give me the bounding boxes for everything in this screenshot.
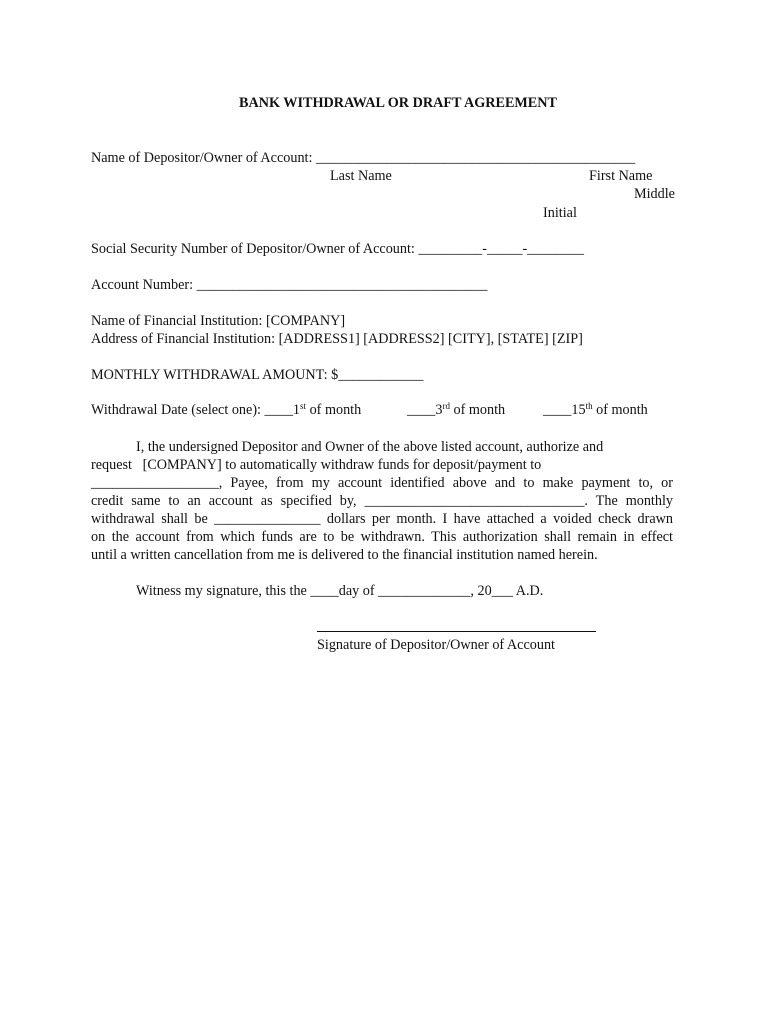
institution-name: Name of Financial Institution: [COMPANY]	[91, 313, 346, 329]
signature-label: Signature of Depositor/Owner of Account	[317, 637, 555, 653]
institution-address: Address of Financial Institution: [ADDRESS1] [ADDRESS2] [CITY], [STATE] [ZIP]	[91, 331, 583, 347]
depositor-name-blank[interactable]: _____________________________________________	[315, 150, 636, 166]
depositor-name-row	[91, 149, 635, 167]
first-name-caption: First Name	[589, 168, 653, 184]
witness-line: Witness my signature, this the ____day of _____________, 20___ A.D.	[136, 583, 544, 599]
last-name-caption: Last Name	[330, 168, 392, 184]
authorization-line-4: credit same to an account as specified by, _______________________________. The monthly	[91, 493, 673, 509]
monthly-amount-label: MONTHLY WITHDRAWAL AMOUNT: $	[91, 367, 339, 383]
option-3rd[interactable]: ____3rd of month	[407, 401, 506, 418]
initial-caption: Initial	[543, 205, 577, 221]
account-number-blank[interactable]: _________________________________________	[196, 277, 488, 293]
document-title: BANK WITHDRAWAL OR DRAFT AGREEMENT	[239, 95, 557, 111]
withdrawal-date-row	[91, 401, 361, 419]
option-1st[interactable]: ____1st of month	[264, 401, 362, 418]
authorization-line-6: on the account from which funds are to be withdrawn. This authorization shall remain in effect	[91, 529, 673, 545]
account-number-row	[91, 276, 487, 294]
middle-caption: Middle	[634, 186, 675, 202]
signature-line[interactable]	[317, 631, 596, 632]
ssn-blank[interactable]: _________-_____-________	[418, 241, 584, 257]
authorization-line-5: withdrawal shall be _______________ dollars per month. I have attached a voided check drawn	[91, 511, 673, 527]
authorization-line-1: I, the undersigned Depositor and Owner of the above listed account, authorize and	[136, 439, 604, 455]
account-number-label: Account Number:	[91, 277, 197, 293]
authorization-line-2: request [COMPANY] to automatically withdraw funds for deposit/payment to	[91, 457, 542, 473]
depositor-name-label: Name of Depositor/Owner of Account:	[91, 150, 316, 166]
ssn-label: Social Security Number of Depositor/Owner of Account:	[91, 241, 419, 257]
monthly-amount-row	[91, 366, 423, 384]
ssn-row	[91, 240, 584, 258]
option-15th[interactable]: ____15th of month	[543, 401, 648, 418]
withdrawal-date-label: Withdrawal Date (select one):	[91, 402, 265, 418]
authorization-line-7: until a written cancellation from me is delivered to the financial institution named herein.	[91, 547, 598, 563]
monthly-amount-blank[interactable]: ____________	[338, 367, 424, 383]
authorization-line-3: __________________, Payee, from my account identified above and to make payment to, or	[91, 475, 673, 491]
